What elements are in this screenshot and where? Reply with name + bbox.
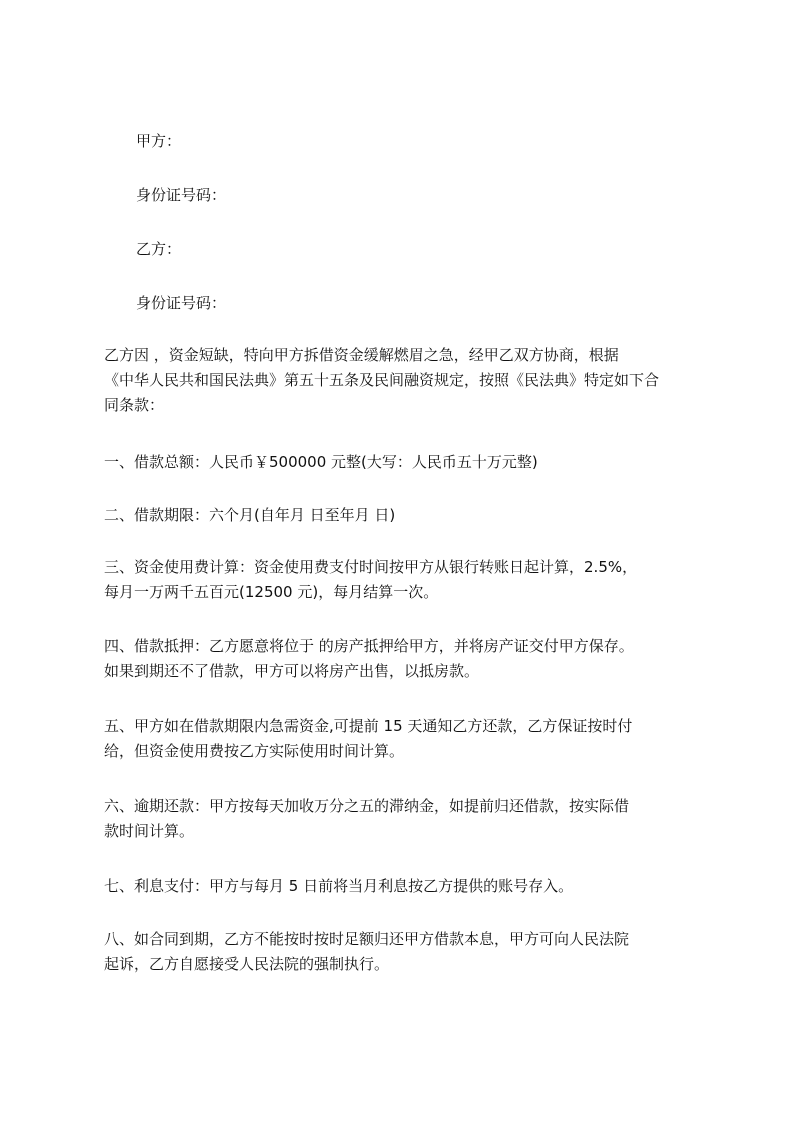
clause-line: 每月一万两千五百元(12500 元)，每月结算一次。 bbox=[104, 583, 439, 601]
clause-line: 二、借款期限：六个月(自年月 日至年月 日) bbox=[104, 506, 396, 524]
clause-4 bbox=[104, 634, 689, 684]
clause-line: 给，但资金使用费按乙方实际使用时间计算。 bbox=[104, 742, 405, 760]
party-b-label: 乙方： bbox=[136, 240, 182, 258]
clause-line: 款时间计算。 bbox=[104, 822, 195, 840]
clause-line: 三、资金使用费计算：资金使用费支付时间按甲方从银行转账日起计算，2.5%， bbox=[104, 558, 638, 576]
preamble-paragraph bbox=[104, 343, 689, 418]
clause-line: 如果到期还不了借款，甲方可以将房产出售，以抵房款。 bbox=[104, 662, 480, 680]
clause-line: 七、利息支付：甲方与每月 5 日前将当月利息按乙方提供的账号存入。 bbox=[104, 877, 574, 895]
clause-5 bbox=[104, 714, 689, 764]
clause-6 bbox=[104, 794, 689, 844]
party-a-id-label: 身份证号码： bbox=[136, 186, 227, 204]
party-a-label: 甲方： bbox=[136, 132, 182, 150]
clause-8 bbox=[104, 927, 689, 977]
clause-line: 一、借款总额：人民币￥500000 元整(大写：人民币五十万元整) bbox=[104, 453, 538, 471]
clause-2 bbox=[104, 503, 689, 528]
clause-7 bbox=[104, 874, 689, 899]
clause-3 bbox=[104, 555, 689, 605]
clause-1 bbox=[104, 450, 689, 475]
clause-line: 五、甲方如在借款期限内急需资金,可提前 15 天通知乙方还款，乙方保证按时付 bbox=[104, 717, 633, 735]
clause-line: 八、如合同到期，乙方不能按时按时足额归还甲方借款本息，甲方可向人民法院 bbox=[104, 930, 630, 948]
clause-line: 起诉，乙方自愿接受人民法院的强制执行。 bbox=[104, 955, 390, 973]
preamble-line: 乙方因 ，资金短缺，特向甲方拆借资金缓解燃眉之急，经甲乙双方协商，根据 bbox=[104, 346, 619, 364]
party-b-id-label: 身份证号码： bbox=[136, 294, 227, 312]
clause-line: 六、逾期还款：甲方按每天加收万分之五的滞纳金，如提前归还借款，按实际借 bbox=[104, 797, 630, 815]
clause-line: 四、借款抵押：乙方愿意将位于 的房产抵押给甲方，并将房产证交付甲方保存。 bbox=[104, 637, 634, 655]
preamble-line: 《中华人民共和国民法典》第五十五条及民间融资规定，按照《民法典》特定如下合 bbox=[104, 371, 660, 389]
preamble-line: 同条款： bbox=[104, 396, 165, 414]
